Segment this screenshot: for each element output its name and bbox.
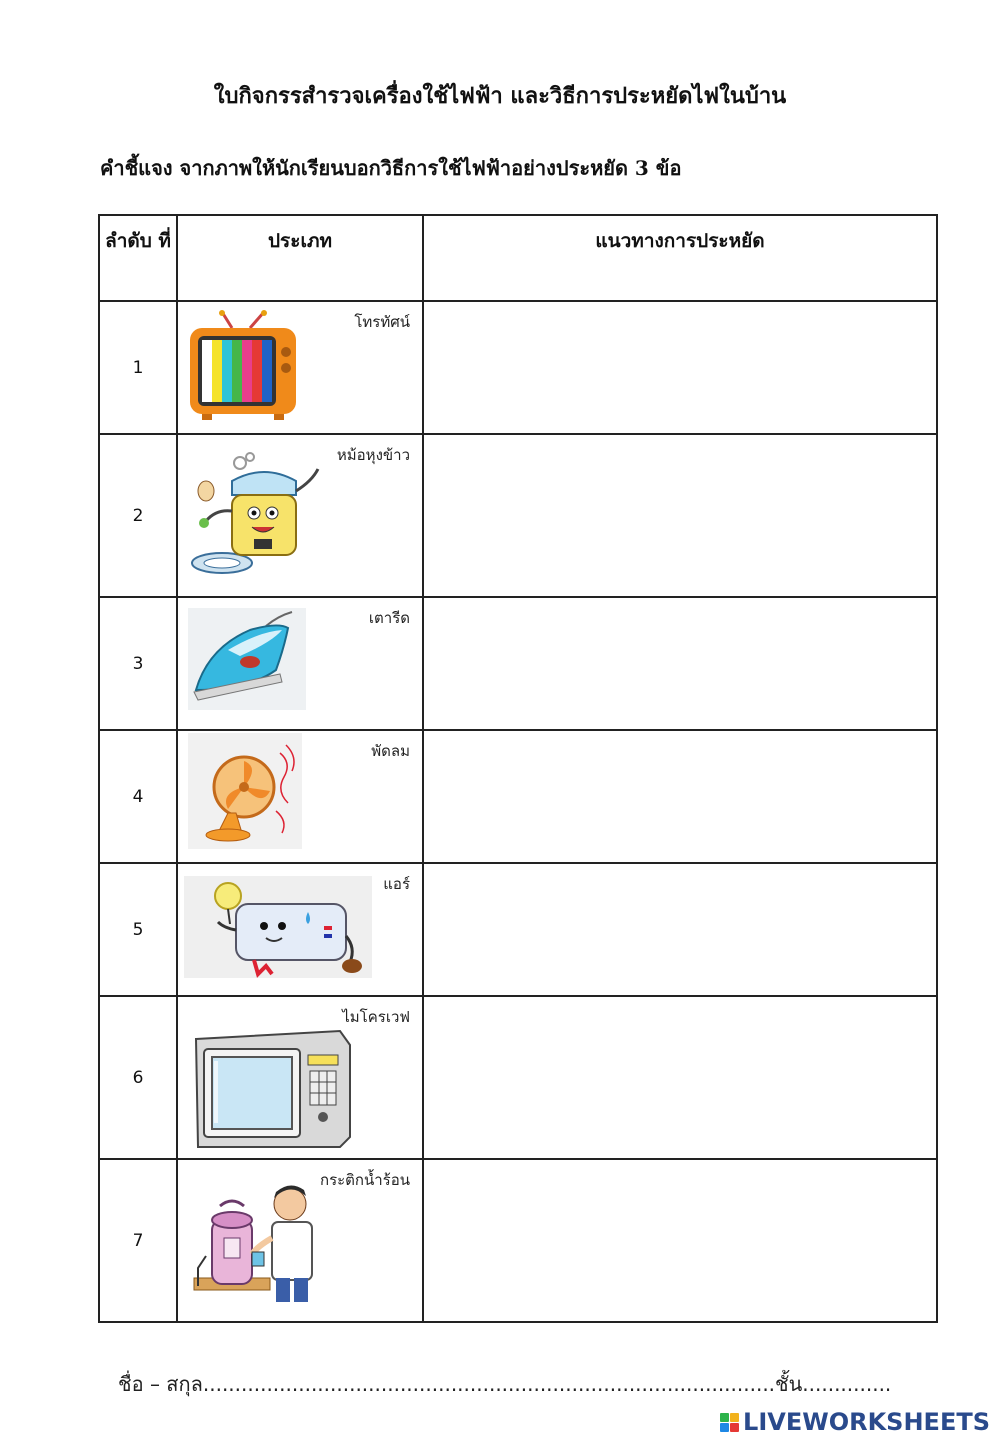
row-number: 2 [99,434,177,597]
table-row [99,434,937,597]
brand-text: LIVEWORKSHEETS [743,1408,990,1436]
microwave-icon [190,1027,352,1151]
answer-field[interactable] [423,1159,937,1322]
table-row [99,597,937,730]
appliance-label: แอร์ [383,875,410,893]
liveworksheets-logo-icon [720,1413,739,1432]
appliance-cell [177,730,423,863]
row-number: 7 [99,1159,177,1322]
appliance-label: พัดลม [371,742,410,760]
brand-logo [720,1408,990,1436]
table-row [99,1159,937,1322]
answer-field[interactable] [423,730,937,863]
appliance-label: ไมโครเวฟ [342,1008,410,1026]
appliance-cell [177,1159,423,1322]
appliance-label: เตารีด [368,609,410,627]
instruction-text: คำชี้แจง จากภาพให้นักเรียนบอกวิธีการใช้ไฟฟ้าอย่างประหยัด 3 ข้อ [100,156,682,180]
fan-icon [188,733,302,849]
header-type: ประเภท [177,215,423,301]
appliance-label: หม้อหุงข้าว [336,446,410,464]
row-number: 1 [99,301,177,434]
air-conditioner-icon [184,876,372,978]
iron-icon [188,608,306,710]
appliance-table [98,214,938,1323]
row-number: 6 [99,996,177,1159]
answer-field[interactable] [423,996,937,1159]
answer-field[interactable] [423,301,937,434]
table-row [99,863,937,996]
row-number: 3 [99,597,177,730]
appliance-cell [177,597,423,730]
table-header-row [99,215,937,301]
tv-icon [188,310,300,422]
row-number: 5 [99,863,177,996]
answer-field[interactable] [423,597,937,730]
appliance-cell [177,434,423,597]
appliance-cell [177,996,423,1159]
header-tips: แนวทางการประหยัด [423,215,937,301]
table-row [99,996,937,1159]
appliance-cell [177,863,423,996]
header-no: ลำดับ ที่ [99,215,177,301]
table-row [99,301,937,434]
hot-water-pot-icon [192,1182,328,1306]
row-number: 4 [99,730,177,863]
answer-field[interactable] [423,863,937,996]
worksheet-title: ใบกิจกรรสำรวจเครื่องใช้ไฟฟ้า และวิธีการประหยัดไฟในบ้าน [213,83,787,109]
appliance-label: โทรทัศน์ [354,313,410,331]
appliance-label: กระติกน้ำร้อน [319,1171,410,1189]
rice-cooker-icon [188,451,328,581]
answer-field[interactable] [423,434,937,597]
table-row [99,730,937,863]
appliance-cell [177,301,423,434]
name-class-line: ชื่อ – สกุล..........................................................................................ชั้น.............. [118,1372,892,1396]
